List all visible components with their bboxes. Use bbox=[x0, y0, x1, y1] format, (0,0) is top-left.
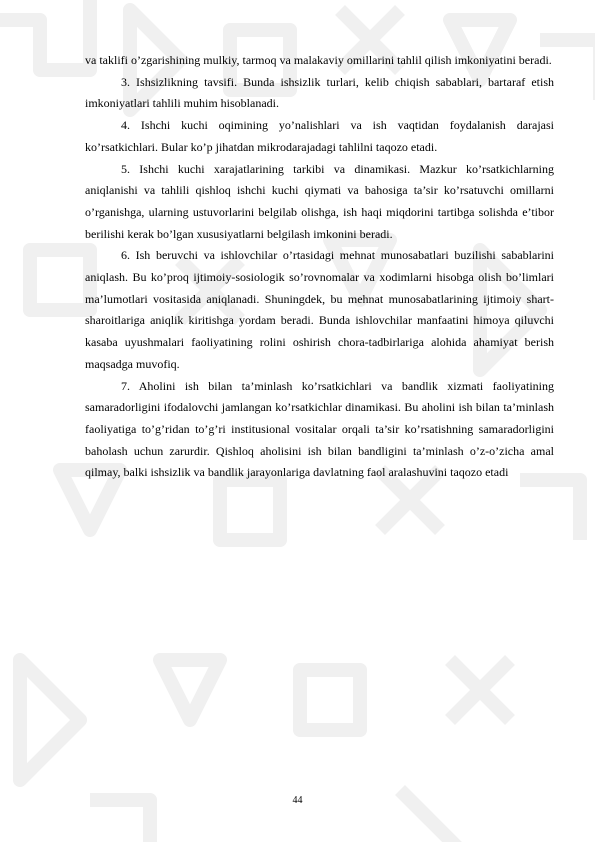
watermark-shape bbox=[450, 660, 510, 720]
paragraph: 7. Aholini ish bilan ta’minlash ko’rsatkichlari va bandlik xizmati faoliyatining samaradorligini ifodalovchi jamlangan ko’rsatkichlar dinamikasi. Bu aholini ish bilan ta’minlash faoliyatiga to’g’ridan to’g’ri institusional vositalar orqali ta’sir ko’rsatishning samaradorligini baholash uchun zarurdir. Qishloq aholisini ish bilan bandligini ta’minlash o’z-o’zicha amal qilmay, balki ishsizlik va bandlik jarayonlariga davlatning faol aralashuvini taqozo etadi bbox=[85, 378, 554, 480]
paragraph: 6. Ish beruvchi va ishlovchilar o’rtasidagi mehnat munosabatlari buzilishi sabablarini aniqlash. Bu ko’proq ijtimoiy-sosiologik so’rovnomalar va xodimlarni hisobga olish bo’limlari ma’lumotlari vositasida aniqlanadi. Shuningdek, bu mehnat munosabatlarining ijtimoiy shart-sharoitlariga aniqlik kiritishga yordam beradi. Bunda ishlovchilar manfaatini himoya qiluvchi kasaba uyushmalari faoliyatining rolini oshirish chora-tadbirlariga alohida ahamiyat berish maqsadga muvofiq. bbox=[85, 248, 554, 371]
watermark-shape bbox=[300, 670, 360, 730]
paragraph: 5. Ishchi kuchi xarajatlarining tarkibi va dinamikasi. Mazkur ko’rsatkichlarning aniqlanishi va tahlili qishloq ishchi kuchi qiymati va bahosiga ta’sir ko’rsatuvchi omillarni o’rganishga, ularning ustuvorlarini belgilab olishga, ish haqi miqdorini tartibga solishda e’tibor berilishi kerak bo’lgan xususiyatlarni belgilash imkonini beradi. bbox=[85, 161, 554, 241]
paragraph: 4. Ishchi kuchi oqimining yo’nalishlari va ish vaqtidan foydalanish darajasi ko’rsatkichlari. Bular ko’p jihatdan mikrodarajadagi tahlilni taqozo etadi. bbox=[85, 118, 554, 154]
page-number: 44 bbox=[292, 795, 303, 806]
watermark-shape bbox=[160, 660, 220, 720]
paragraph: 3. Ishsizlikning tavsifi. Bunda ishsizlik turlari, kelib chiqish sabablari, bartaraf etish imkoniyatlari tahlili muhim hisoblanadi. bbox=[85, 74, 554, 111]
paragraph: va taklifi o’zgarishining mulkiy, tarmoq va malakaviy omillarini tahlil qilish imkoniyatini beradi. bbox=[85, 53, 552, 67]
document-body bbox=[85, 50, 554, 484]
watermark-shape bbox=[220, 480, 280, 540]
watermark-shape bbox=[520, 480, 580, 540]
watermark-shape bbox=[30, 250, 90, 310]
watermark-shape bbox=[0, 0, 90, 70]
watermark-shape bbox=[20, 660, 80, 780]
